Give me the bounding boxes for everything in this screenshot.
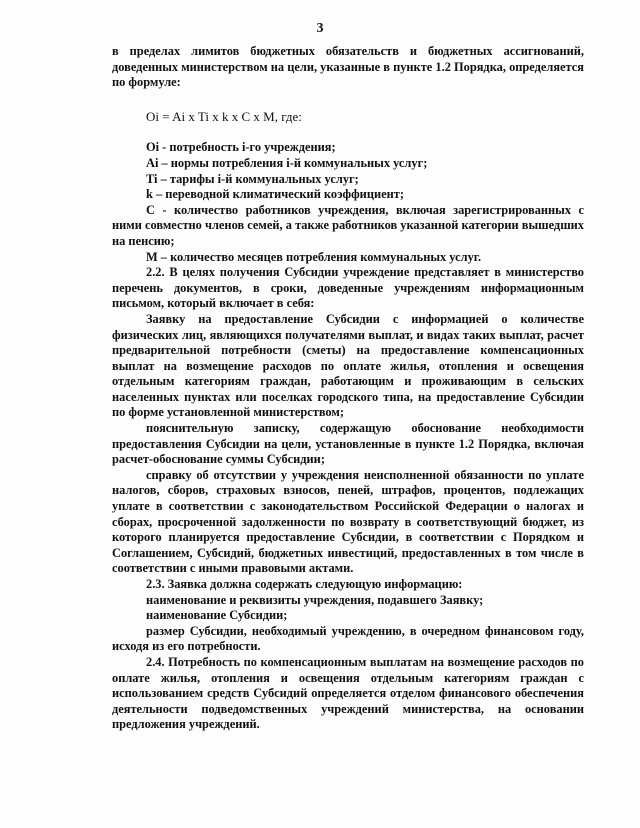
definition-k: k – переводной климатический коэффициент; [146, 187, 404, 202]
page-number: 3 [316, 21, 324, 36]
definition-c: С - количество работников учреждения, включая зарегистрированных с ними совместно членов семей, а также работников указанной категории вышедших на пенсию; [112, 202, 584, 248]
item-institution-details: наименование и реквизиты учреждения, подавшего Заявку; [146, 592, 484, 607]
item-subsidy-name: наименование Субсидии; [146, 608, 288, 623]
definition-ai: Ai – нормы потребления i-й коммунальных услуг; [146, 155, 428, 170]
document-body [112, 44, 584, 733]
section-2-2: 2.2. В целях получения Субсидии учреждение представляет в министерство перечень документов, в сроки, доведенные учреждениям информационным письмом, который включает в себя: [112, 265, 584, 311]
item-tax-certificate: справку об отсутствии у учреждения неисполненной обязанности по уплате налогов, сборов, страховых взносов, пеней, штрафов, процентов, подлежащих уплате в соответствии с законодательством Российской Федерации о налогах и сборах, просроченной задолженности по возврату в соответствующий бюджет, из которого планируется предоставление Субсидии, в соответствии с Порядком и Соглашением, Субсидий, бюджетных инвестиций, предоставленных в том числе в соответствии с иными правовыми актами. [112, 467, 584, 576]
definition-oi: Oi - потребность i-го учреждения; [146, 140, 336, 155]
definition-ti: Ti – тарифы i-й коммунальных услуг; [146, 171, 359, 186]
section-2-3: 2.3. Заявка должна содержать следующую информацию: [146, 577, 463, 591]
item-subsidy-amount: размер Субсидии, необходимый учреждению, в очередном финансовом году, исходя из его потребности. [112, 623, 584, 654]
item-explanatory-note: пояснительную записку, содержащую обоснование необходимости предоставления Субсидии на цели, установленные в пункте 1.2 Порядка, включая расчет-обоснование суммы Субсидии; [112, 421, 584, 467]
paragraph-intro: в пределах лимитов бюджетных обязательств и бюджетных ассигнований, доведенных министерством на цели, указанные в пункте 1.2 Порядка, определяется по формуле: [112, 44, 584, 90]
definition-m: М – количество месяцев потребления коммунальных услуг. [146, 249, 482, 264]
section-2-4: 2.4. Потребность по компенсационным выплатам на возмещение расходов по оплате жилья, отопления и освещения отдельным категориям граждан с использованием средств Субсидий определяется отделом финансового обеспечения деятельности подведомственных учреждений министерства, на основании предложения учреждений. [112, 654, 584, 732]
item-application: Заявку на предоставление Субсидии с информацией о количестве физических лиц, являющихся получателями выплат, и видах таких выплат, расчет предварительной потребности (сметы) на предоставление компенсационных выплат на возмещение расходов по оплате жилья, отопления и освещения отдельным категориям граждан, работающим и проживающим в сельских населенных пунктах или поселках городского типа, на предоставление Субсидии по форме установленной министерством; [112, 311, 584, 420]
formula: Oi = Ai x Ti x k x C x M, где: [146, 108, 302, 124]
